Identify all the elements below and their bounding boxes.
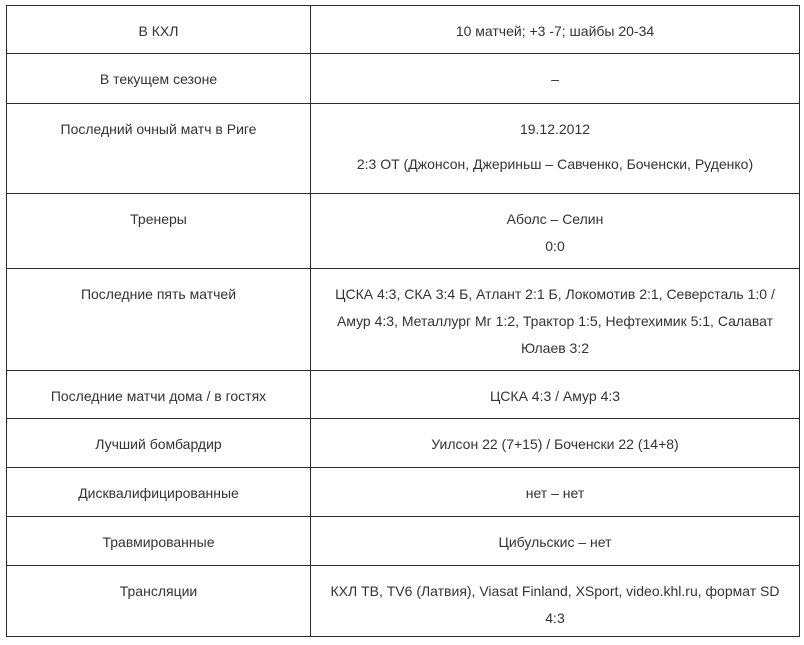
table-row [7, 419, 800, 468]
row-value: Аболс – Селин 0:0 [311, 194, 800, 269]
row-value: Уилсон 22 (7+15) / Боченски 22 (14+8) [311, 419, 800, 468]
row-label: Трансляции [7, 566, 311, 637]
table-row [7, 566, 800, 637]
row-value: 19.12.2012 2:3 ОТ (Джонсон, Джериньш – Савченко, Боченски, Руденко) [311, 104, 800, 194]
row-value: – [311, 54, 800, 104]
row-value: КХЛ ТВ, TV6 (Латвия), Viasat Finland, XSport, video.khl.ru, формат SD 4:3 [311, 566, 800, 637]
table-row [7, 54, 800, 104]
row-label: Последние пять матчей [7, 269, 311, 371]
row-label: В КХЛ [7, 6, 311, 54]
table-row [7, 104, 800, 194]
info-table [6, 5, 800, 637]
row-value: Цибульскис – нет [311, 517, 800, 566]
table-row [7, 468, 800, 517]
table-row [7, 194, 800, 269]
row-value: ЦСКА 4:3, СКА 3:4 Б, Атлант 2:1 Б, Локомотив 2:1, Северсталь 1:0 / Амур 4:3, Металлург Мг 1:2, Трактор 1:5, Нефтехимик 5:1, Салават Юлаев 3:2 [311, 269, 800, 371]
row-label: Тренеры [7, 194, 311, 269]
row-label: Лучший бомбардир [7, 419, 311, 468]
row-value: 10 матчей; +3 -7; шайбы 20-34 [311, 6, 800, 54]
row-label: В текущем сезоне [7, 54, 311, 104]
table-row [7, 269, 800, 371]
row-label: Последний очный матч в Риге [7, 104, 311, 194]
table-row [7, 517, 800, 566]
table-row [7, 371, 800, 419]
row-label: Дисквалифицированные [7, 468, 311, 517]
table-row [7, 6, 800, 54]
row-value: ЦСКА 4:3 / Амур 4:3 [311, 371, 800, 419]
row-value: нет – нет [311, 468, 800, 517]
row-label: Травмированные [7, 517, 311, 566]
row-label: Последние матчи дома / в гостях [7, 371, 311, 419]
